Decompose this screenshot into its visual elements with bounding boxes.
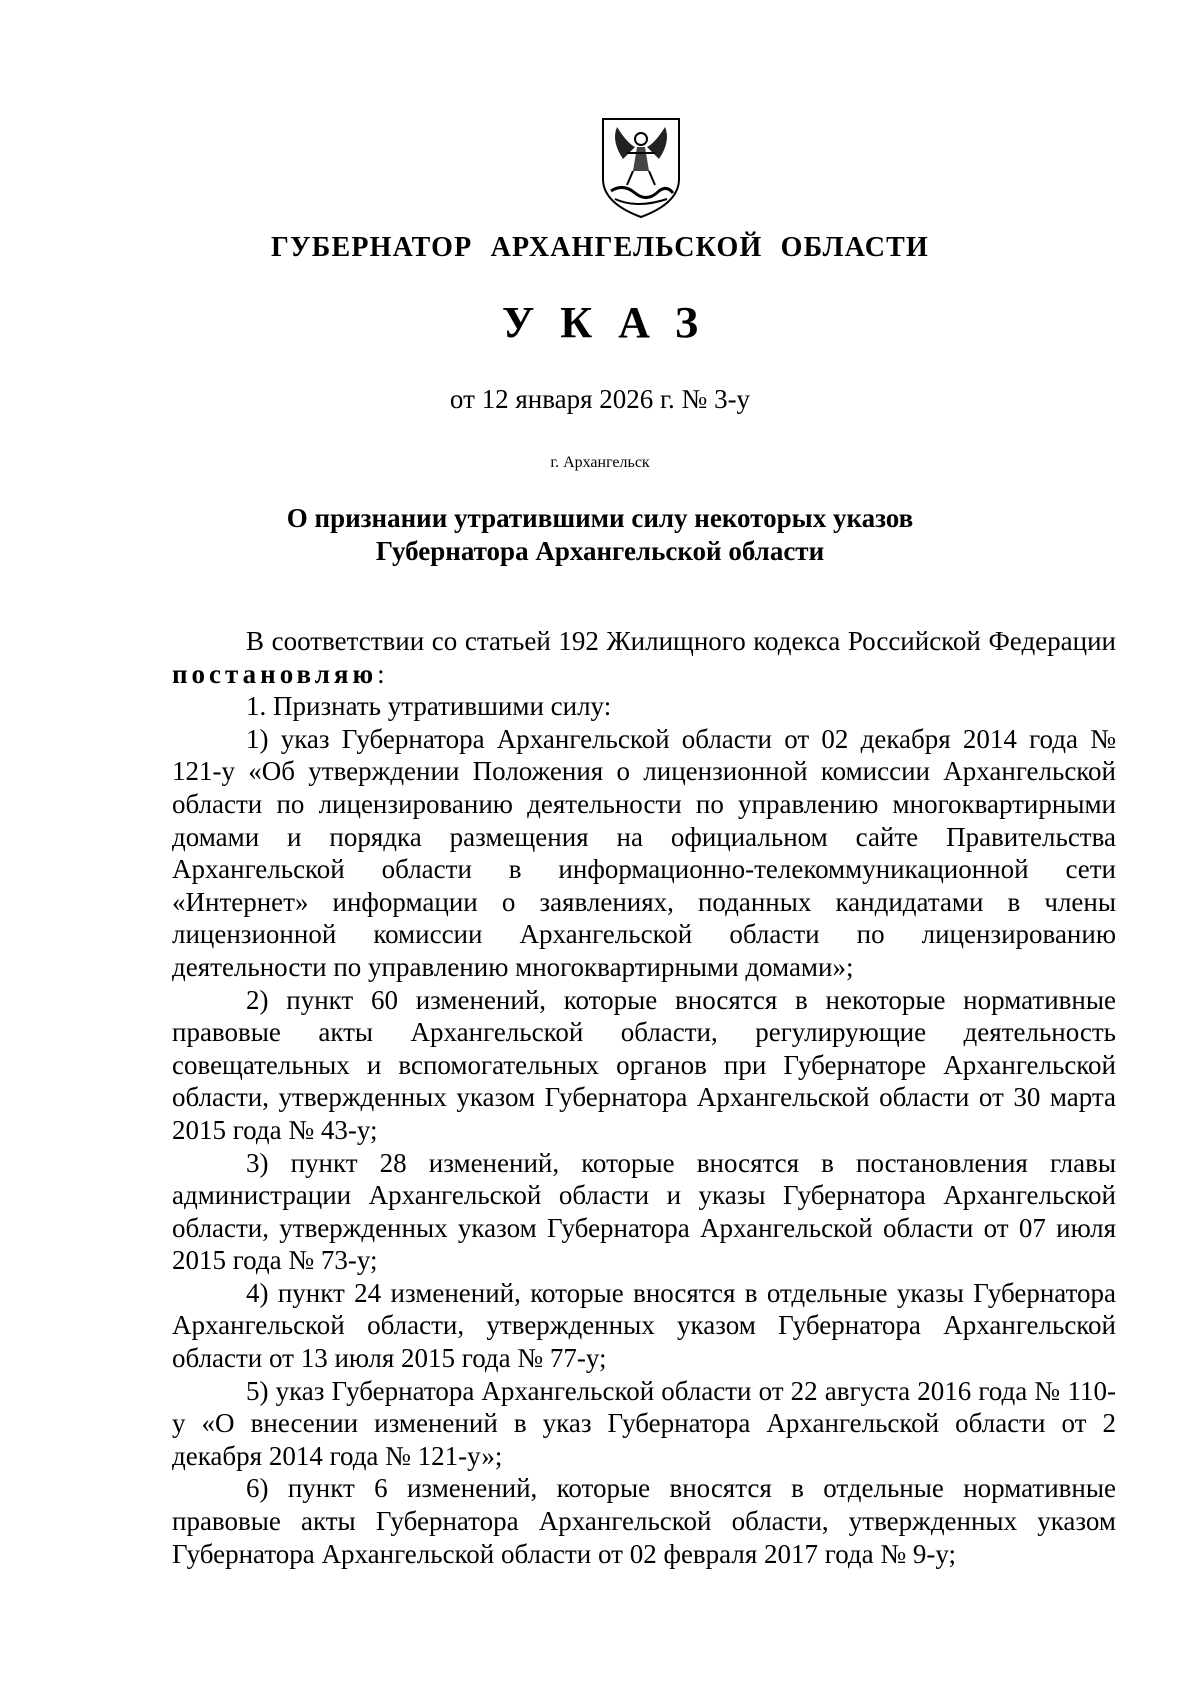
list-item: 4) пункт 24 изменений, которые вносятся в отдельные указы Губернатора Архангельской области, утвержденных указом Губернатора Архангельской области от 13 июля 2015 года № 77-у; [172, 1277, 1116, 1374]
title-line-1: О признании утратившими силу некоторых указов [286, 503, 914, 533]
intro-keyword: постановляю [172, 658, 378, 689]
city-line: г. Архангельск [550, 454, 650, 471]
document-type-heading: УКАЗ [501, 298, 725, 347]
title-line-2: Губернатора Архангельской области [375, 536, 825, 566]
document-body [172, 625, 1116, 1570]
intro-text: В соответствии со статьей 192 Жилищного кодекса Российской Федерации [246, 626, 1116, 656]
coat-of-arms-icon [597, 113, 685, 221]
list-item: 6) пункт 6 изменений, которые вносятся в отдельные нормативные правовые акты Губернатора Архангельской области, утвержденных указом Губернатора Архангельской области от 02 февраля 2017 года № 9-у; [172, 1473, 1116, 1569]
intro-end: : [377, 658, 385, 689]
intro-paragraph [172, 625, 1116, 690]
document-title [0, 502, 1200, 568]
date-number-line: от 12 января 2026 г. № 3-у [449, 384, 751, 414]
list-item: 2) пункт 60 изменений, которые вносятся в некоторые нормативные правовые акты Архангельской области, регулирующие деятельность совещательных и вспомогательных органов при Губернаторе Архангельской области, утвержденных указом Губернатора Архангельской области от 30 марта 2015 года № 43-у; [172, 984, 1116, 1145]
list-item: 1) указ Губернатора Архангельской области от 02 декабря 2014 года № 121-у «Об утверждении Положения о лицензионной комиссии Архангельской области по лицензированию деятельности по управлению многоквартирными домами и порядка размещения на официальном сайте Правительства Архангельской области в информационно-телекоммуникационной сети «Интернет» информации о заявлениях, поданных кандидатами в члены лицензионной комиссии Архангельской области по лицензированию деятельности по управлению многоквартирными домами»; [172, 723, 1116, 982]
list-item: 5) указ Губернатора Архангельской области от 22 августа 2016 года № 110-у «О внесении изменений в указ Губернатора Архангельской области от 2 декабря 2014 года № 121-у»; [172, 1375, 1116, 1471]
clause-1: 1. Признать утратившими силу: [246, 691, 612, 722]
organization-heading: ГУБЕРНАТОР АРХАНГЕЛЬСКОЙ ОБЛАСТИ [271, 232, 929, 263]
list-item: 3) пункт 28 изменений, которые вносятся в постановления главы администрации Архангельской области и указы Губернатора Архангельской области, утвержденных указом Губернатора Архангельской области от 07 июля 2015 года № 73-у; [172, 1147, 1116, 1276]
